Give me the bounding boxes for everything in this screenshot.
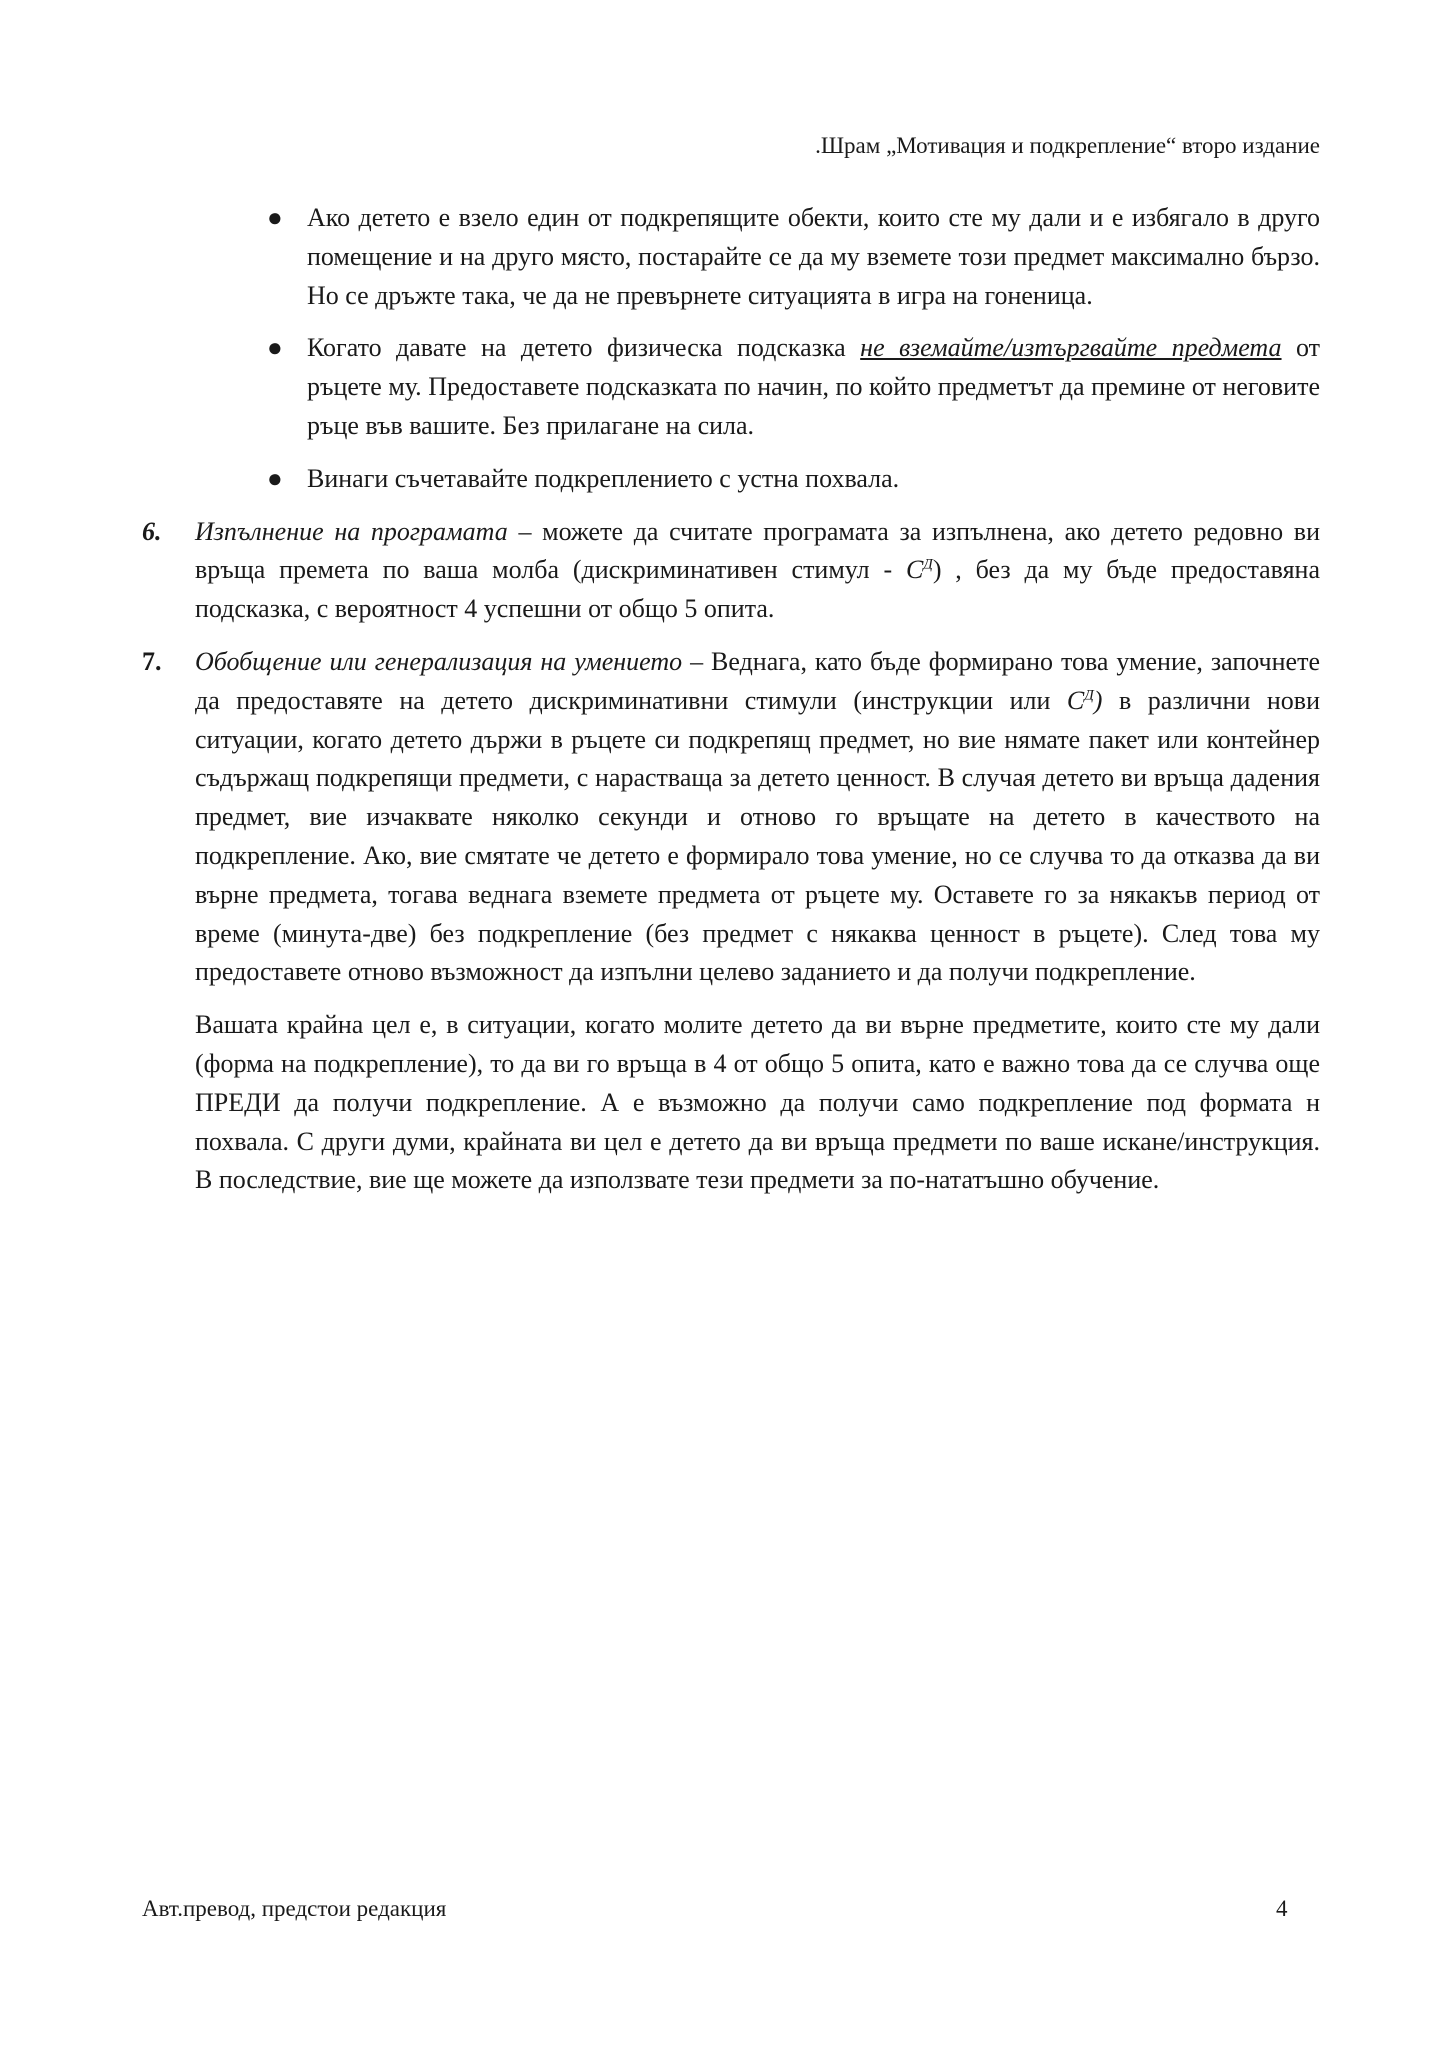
running-header: .Шрам „Мотивация и подкрепление“ второ издание (815, 133, 1320, 158)
bullet-text: Винаги съчетавайте подкреплението с устна похвала. (307, 463, 900, 493)
bullet-item (267, 460, 1320, 499)
bullet-icon: ● (267, 203, 283, 232)
item-text: ) , без да му бъде предоставяна подсказка, с вероятност 4 успешни от общо 5 опита. (195, 555, 1321, 624)
bullet-text: от ръцете му. Предоставете подсказката по начин, по който предметът да премине от неговите ръце във вашите. Без прилагане на сила. (307, 333, 1320, 440)
bullet-emphasis: не вземайте/изтъргвайте предмета (860, 333, 1282, 363)
item-title: Обобщение или генерализация на умението (195, 646, 683, 676)
footer-note: Авт.превод, предстои редакция (142, 1896, 447, 1921)
closing-paragraph: Вашата крайна цел е, в ситуации, когато молите детето да ви върне предметите, които сте му дали (форма на подкрепление), то да ви го връща в 4 от общо 5 опита, като е важно това да се случва още ПРЕДИ да получи подкрепление. А е възможно да получи само подкрепление под формата н похвала. С други думи, крайната ви цел е детето да ви връща предмети по ваше искане/инструкция. В последствие, вие ще можете да използвате тези предмети за по-нататъшно обучение. (195, 1010, 1320, 1195)
symbol-close: ) (1093, 685, 1103, 715)
page-number: 4 (1276, 1896, 1288, 1921)
item-number: 6. (142, 516, 162, 546)
symbol: С (905, 555, 924, 585)
item-text: в различни нови ситуации, когато детето държи в ръцете си подкрепящ предмет, но вие нямате пакет или контейнер съдържащ подкрепящи предмети, с нарастваща за детето ценност. В случая детето ви връща дадения предмет, вие изчаквате няколко секунди и отново го връщате на детето в качеството на подкрепление. Ако, вие смятате че детето е формирало това умение, но се случва то да отказва да ви върне предмета, тогава веднага вземете предмета от ръцете му. Оставете го за някакъв период от време (минута-две) без подкрепление (без предмет с някаква ценност в ръцете). След това му предоставете отново възможност да изпълни целево заданието и да получи подкрепление. (195, 685, 1320, 987)
bullet-icon: ● (267, 463, 283, 493)
symbol-superscript: Д (923, 556, 933, 573)
symbol: С (1066, 685, 1085, 715)
bullet-item (267, 329, 1320, 445)
symbol-superscript: Д (1084, 687, 1094, 704)
item-text: – можете да считате програмата за изпълнена, ако детето редовно ви връща премета по ваша молба (дискриминативен стимул - (195, 516, 1321, 585)
numbered-item-7 (142, 643, 1320, 992)
numbered-item-6 (142, 513, 1321, 629)
item-number: 7. (142, 646, 162, 676)
bullet-text: Когато давате на детето физическа подсказка (307, 333, 861, 363)
bullet-text: Ако детето е взело един от подкрепящите обекти, които сте му дали и е избягало в друго помещение и на друго място, постарайте се да му вземете този предмет максимално бързо. Но се дръжте така, че да не превърнете ситуацията в игра на гоненица. (307, 203, 1320, 310)
bullet-icon: ● (267, 333, 283, 363)
bullet-item (267, 199, 1320, 315)
item-title: Изпълнение на програмата (195, 516, 508, 546)
page-body (142, 199, 1320, 1200)
item-text: – Веднага, като бъде формирано това умение, започнете да предоставяте на детето дискриминативни стимули (инструкции или (195, 646, 1320, 715)
